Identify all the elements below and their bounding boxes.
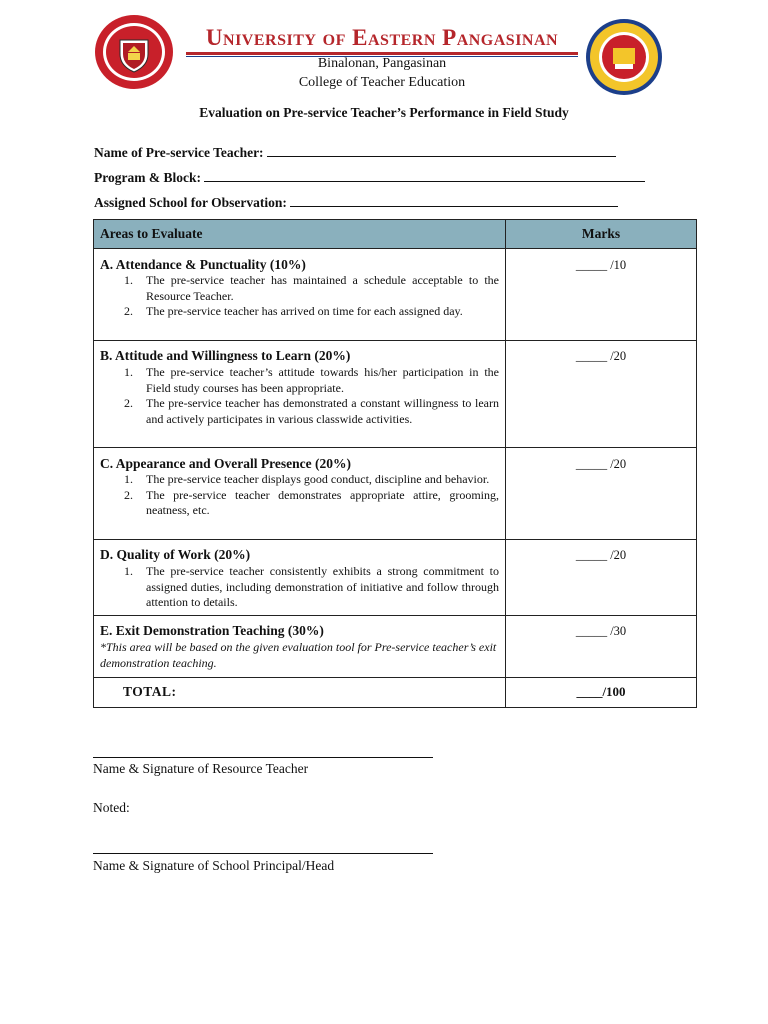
row-divider: [93, 539, 697, 540]
assigned-school-blank[interactable]: [290, 194, 618, 207]
list-item: 1. The pre-service teacher displays good conduct, discipline and behavior.: [124, 472, 490, 486]
college-name: College of Teacher Education: [298, 75, 466, 90]
section-d-list: [100, 564, 499, 611]
field-label: Assigned School for Observation:: [94, 195, 287, 210]
list-item: 1. The pre-service teacher’s attitude towards his/her participation in the Field study courses has been appropriate.: [124, 365, 499, 395]
principal-signature-line[interactable]: [93, 853, 433, 854]
resource-teacher-label: Name & Signature of Resource Teacher: [93, 761, 309, 776]
section-c-title: C. Appearance and Overall Presence (20%): [100, 456, 351, 471]
row-divider: [93, 447, 697, 448]
field-label: Name of Pre-service Teacher:: [94, 145, 264, 160]
principal-label: Name & Signature of School Principal/Head: [93, 858, 335, 873]
total-label: TOTAL:: [123, 684, 177, 699]
university-seal-icon: [94, 14, 174, 90]
list-item: 1. The pre-service teacher has maintained a schedule acceptable to the Resource Teacher.: [124, 273, 499, 303]
section-e-mark[interactable]: _____ /30: [575, 624, 627, 638]
row-divider: [93, 615, 697, 616]
section-d-title: D. Quality of Work (20%): [100, 547, 251, 562]
section-a-title: A. Attendance & Punctuality (10%): [100, 257, 306, 272]
section-c-list: [100, 472, 499, 519]
field-teacher-name: [94, 144, 616, 161]
field-label: Program & Block:: [94, 170, 201, 185]
form-title: Evaluation on Pre-service Teacher’s Performance in Field Study: [199, 105, 569, 120]
field-program-block: [94, 169, 645, 186]
resource-teacher-signature-line[interactable]: [93, 757, 433, 758]
college-seal-icon: [585, 18, 663, 96]
noted-label: Noted:: [93, 800, 130, 815]
section-d-mark[interactable]: _____ /20: [575, 548, 627, 562]
university-name: University of Eastern Pangasinan: [205, 25, 559, 50]
list-item: 2. The pre-service teacher demonstrates appropriate attire, grooming, neatness, etc.: [124, 487, 499, 517]
section-e-title: E. Exit Demonstration Teaching (30%): [100, 623, 324, 638]
header-rule: [186, 52, 578, 55]
teacher-name-blank[interactable]: [267, 144, 616, 157]
list-item: 2. The pre-service teacher has demonstrated a constant willingness to learn and actively participates in various classwide activities.: [124, 396, 499, 426]
header-areas: Areas to Evaluate: [100, 226, 203, 241]
location-text: Binalonan, Pangasinan: [317, 56, 447, 71]
row-divider: [93, 677, 697, 678]
field-assigned-school: [94, 194, 618, 211]
section-b-mark[interactable]: _____ /20: [575, 349, 627, 363]
header-marks: Marks: [581, 226, 621, 241]
section-e-note: *This area will be based on the given evaluation tool for Pre-service teacher’s exit demonstration teaching.: [100, 640, 497, 670]
list-item: 2. The pre-service teacher has arrived on time for each assigned day.: [124, 304, 463, 318]
list-item: 1. The pre-service teacher consistently exhibits a strong commitment to assigned duties, including demonstration of initiative and follow through attention to details.: [124, 564, 499, 609]
section-a-list: [100, 273, 499, 320]
section-b-list: [100, 365, 499, 427]
section-a-mark[interactable]: _____ /10: [575, 258, 627, 272]
row-divider: [93, 340, 697, 341]
total-mark[interactable]: ____/100: [576, 684, 626, 699]
program-block-blank[interactable]: [204, 169, 645, 182]
section-b-title: B. Attitude and Willingness to Learn (20%): [100, 348, 351, 363]
section-c-mark[interactable]: _____ /20: [575, 457, 627, 471]
